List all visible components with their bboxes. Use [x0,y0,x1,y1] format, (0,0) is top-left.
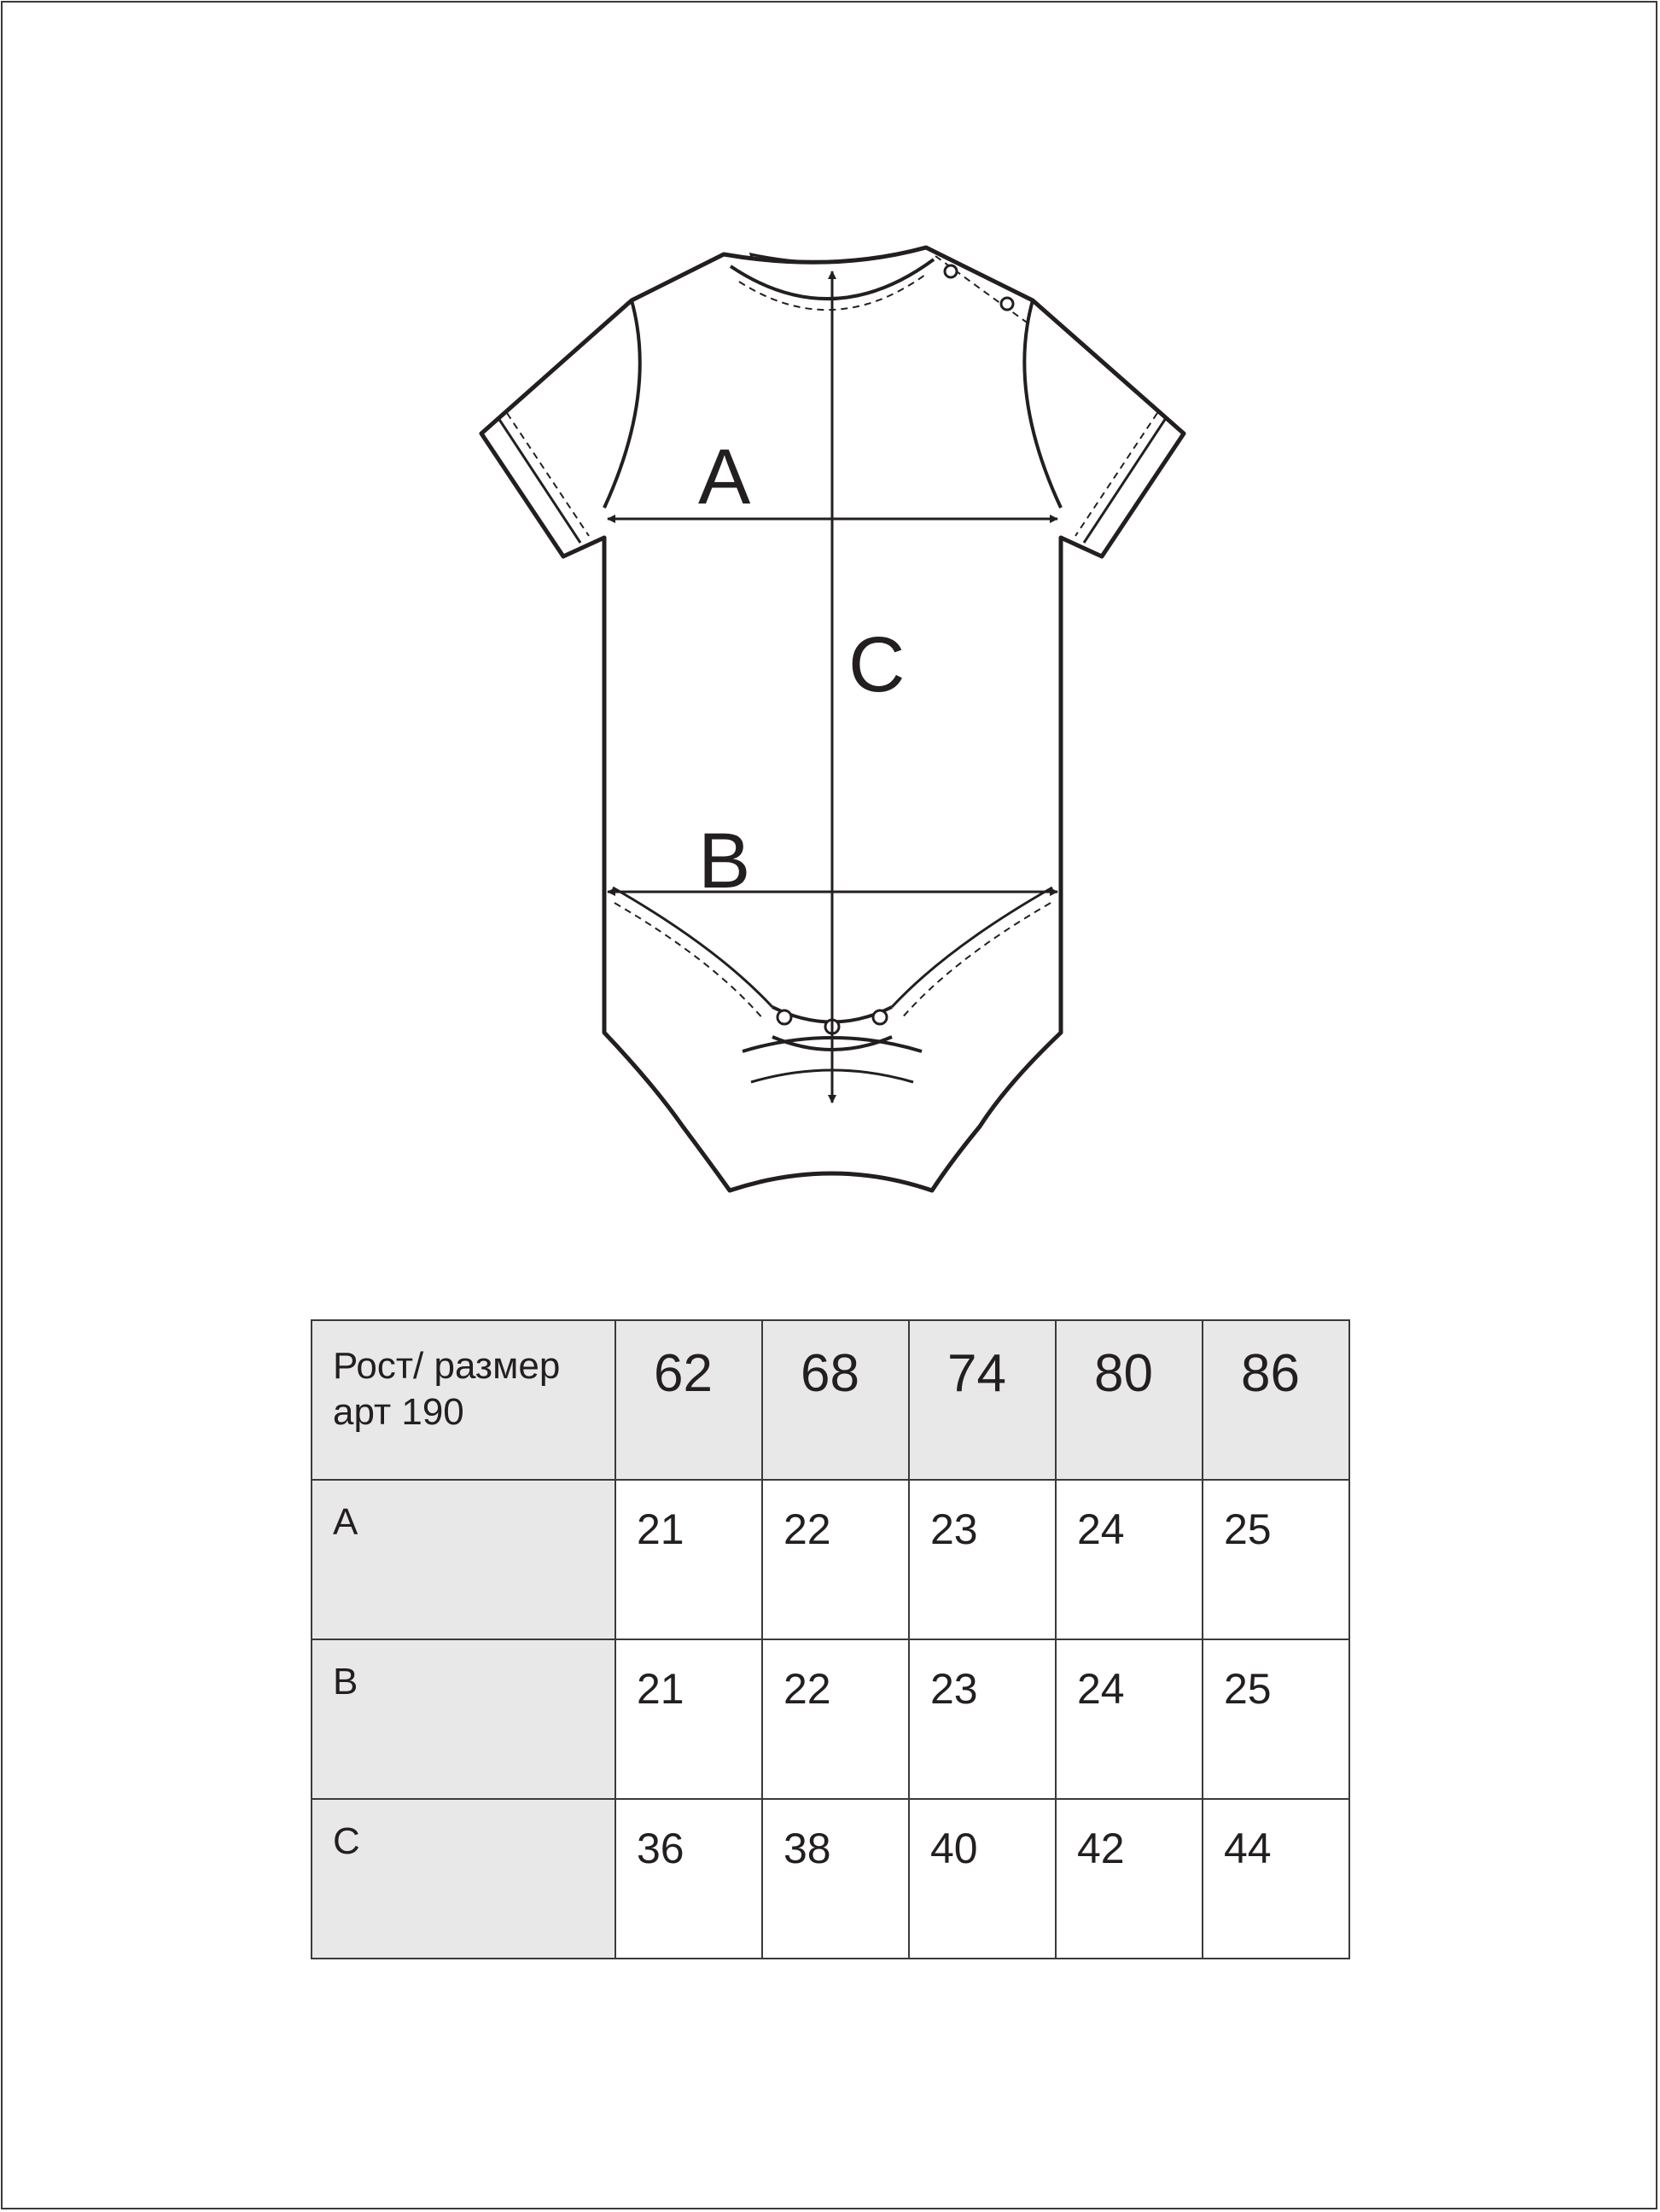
table-cell: 44 [1203,1799,1349,1959]
table-cell: 25 [1203,1480,1349,1639]
table-cell: 36 [615,1799,762,1959]
table-cell: 38 [762,1799,909,1959]
size-header: 62 [615,1320,762,1480]
corner-cell [312,1320,615,1480]
row-label: C [312,1799,615,1959]
size-header: 68 [762,1320,909,1480]
table-cell: 22 [762,1480,909,1639]
row-label: A [312,1480,615,1639]
table-cell: 21 [615,1639,762,1799]
table-cell: 23 [909,1639,1056,1799]
label-c: C [848,621,906,708]
table-cell: 25 [1203,1639,1349,1799]
row-label: B [312,1639,615,1799]
snap-2 [1001,298,1013,310]
table-cell: 23 [909,1480,1056,1639]
table-cell: 21 [615,1480,762,1639]
size-chart-table [311,1319,1350,1959]
table-row [312,1639,1349,1799]
label-a: A [698,434,751,521]
table-cell: 42 [1056,1799,1203,1959]
table-row [312,1480,1349,1639]
table-cell: 40 [909,1799,1056,1959]
table-row [312,1799,1349,1959]
crotch-snap-3 [873,1010,887,1024]
corner-line-1: Рост/ размер [333,1345,561,1387]
corner-line-2: арт 190 [333,1391,464,1433]
size-header: 74 [909,1320,1056,1480]
size-header: 80 [1056,1320,1203,1480]
snap-1 [945,265,957,277]
table-cell: 24 [1056,1639,1203,1799]
crotch-snap-1 [778,1010,791,1024]
label-b: B [698,818,751,905]
table-cell: 22 [762,1639,909,1799]
table-cell: 24 [1056,1480,1203,1639]
size-header: 86 [1203,1320,1349,1480]
table-header-row [312,1320,1349,1480]
